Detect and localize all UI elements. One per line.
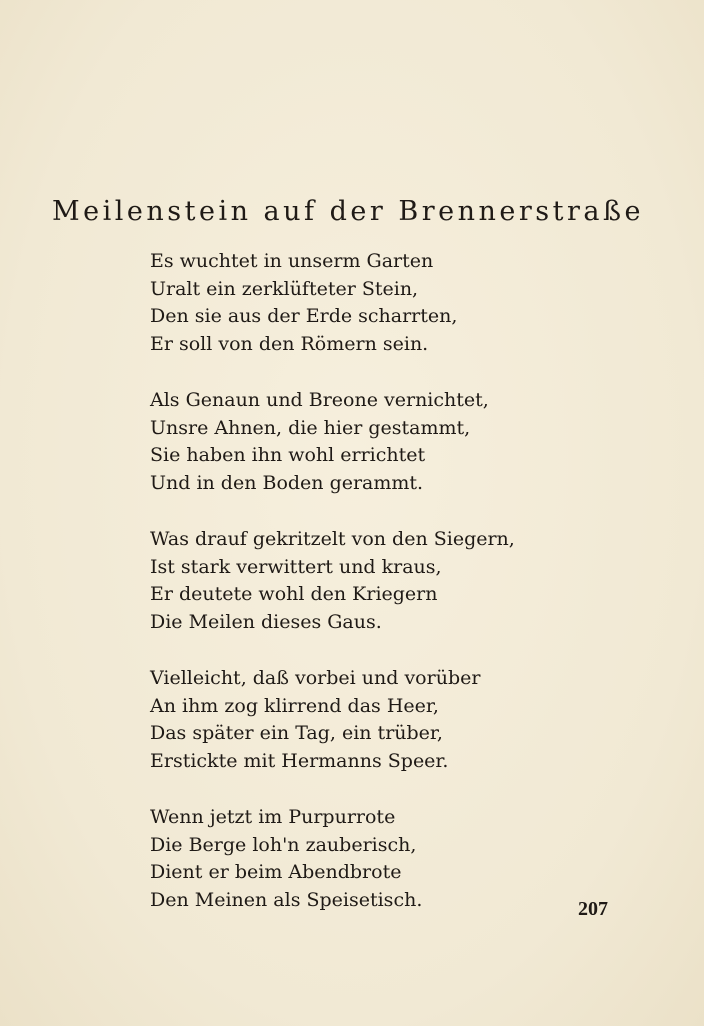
verse-line: Die Meilen dieses Gaus.: [150, 610, 382, 633]
stanza: [150, 665, 600, 775]
verse-line: Er deutete wohl den Kriegern: [150, 583, 438, 605]
verse-line: Uralt ein zerklüfteter Stein,: [150, 277, 419, 300]
poem-title: Meilenstein auf der Brennerstraße: [52, 196, 644, 227]
stanza: [150, 526, 600, 636]
verse-line: Und in den Boden gerammt.: [150, 471, 424, 494]
stanza: [150, 387, 600, 497]
verse-line: Erstickte mit Hermanns Speer.: [150, 749, 449, 772]
verse-line: An ihm zog klirrend das Heer,: [150, 694, 439, 717]
verse-line: Was drauf gekritzelt von den Siegern,: [150, 528, 515, 550]
stanza: [150, 248, 600, 358]
page-number: 207: [578, 898, 608, 920]
verse-line: Ist stark verwittert und kraus,: [150, 555, 442, 578]
verse-line: Den Meinen als Speisetisch.: [150, 888, 423, 911]
verse-line: Er soll von den Römern sein.: [150, 332, 429, 355]
verse-line: Den sie aus der Erde scharrten,: [150, 305, 458, 327]
poem-body: [150, 248, 600, 943]
verse-line: Als Genaun und Breone vernichtet,: [150, 389, 489, 411]
verse-line: Sie haben ihn wohl errichtet: [150, 444, 426, 466]
verse-line: Die Berge loh'n zauberisch,: [150, 833, 417, 856]
verse-line: Unsre Ahnen, die hier gestammt,: [150, 416, 471, 439]
verse-line: Es wuchtet in unserm Garten: [150, 250, 434, 272]
stanza: [150, 804, 600, 914]
verse-line: Vielleicht, daß vorbei und vorüber: [150, 667, 481, 689]
verse-line: Wenn jetzt im Purpurrote: [150, 806, 396, 828]
verse-line: Das später ein Tag, ein trüber,: [150, 722, 443, 744]
verse-line: Dient er beim Abendbrote: [150, 861, 402, 883]
